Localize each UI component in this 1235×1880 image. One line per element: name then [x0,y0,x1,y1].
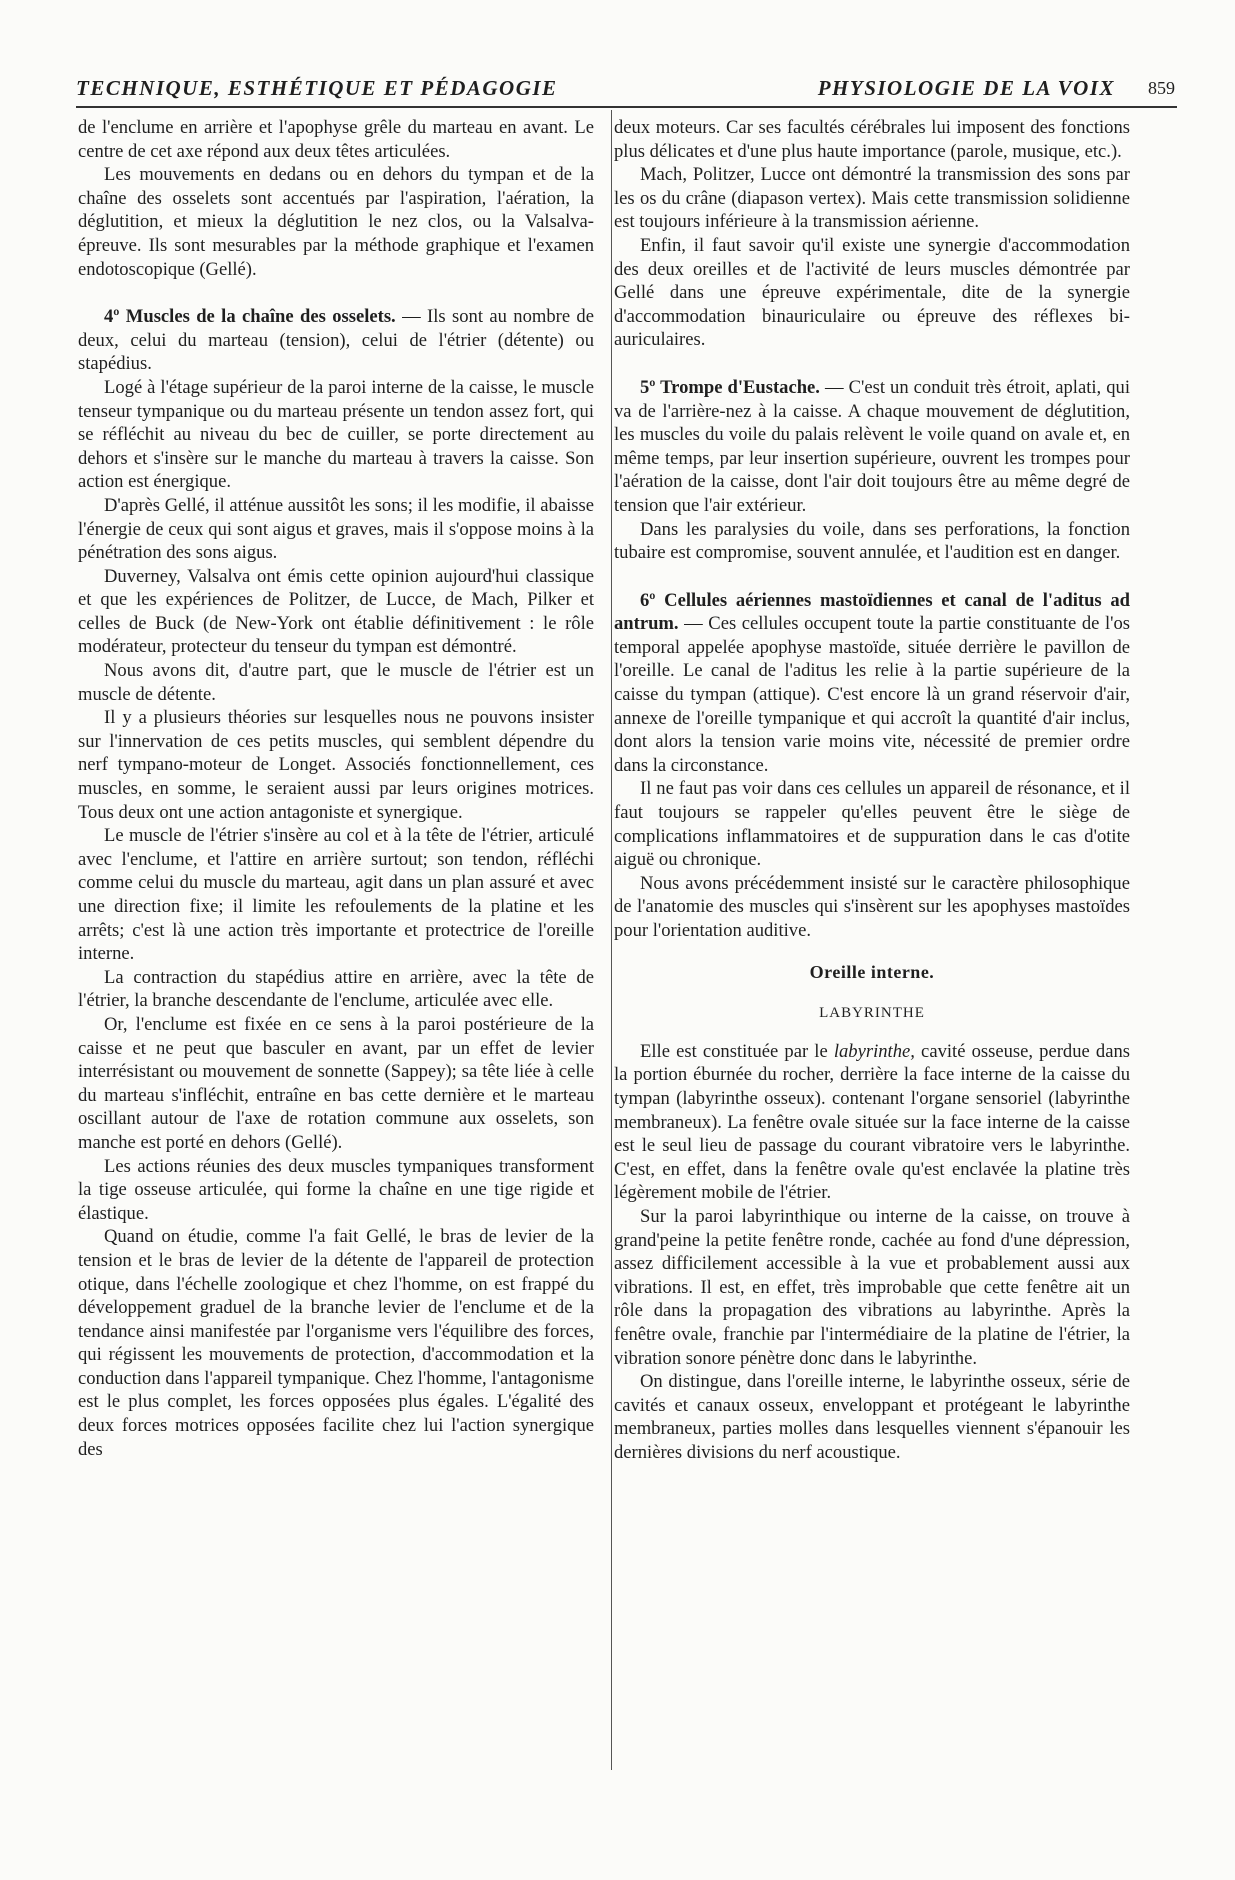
paragraph: Nous avons dit, d'autre part, que le muscle de l'étrier est un muscle de détente. [78,660,594,705]
text-run: Elle est constituée par le [640,1040,834,1062]
paragraph [614,1040,1130,1205]
paragraph: La contraction du stapédius attire en arrière, avec la tête de l'étrier, la branche descendante de l'enclume, articulée avec elle. [78,966,594,1012]
header-left-title: TECHNIQUE, ESTHÉTIQUE ET PÉDAGOGIE [76,76,558,100]
paragraph: Il ne faut pas voir dans ces cellules un appareil de résonance, et il faut toujours se rappeler qu'elles peuvent être le siège de complications inflammatoires et de suppuration dans le cas d'otite aiguë ou chronique. [614,778,1130,871]
italic-term: labyrinthe, [833,1040,915,1062]
section-5-paragraph [614,376,1130,518]
text-run: cavité osseuse, perdue dans la portion éburnée du rocher, derrière la face interne de la caisse du tympan (labyrinthe osseux). contenant l'organe sensoriel (labyrinthe membraneux). La fenêtre ovale située sur la face interne de la caisse est le seul lieu de passage du courant vibratoire vers le labyrinthe. C'est, en effet, dans la fenêtre ovale qu'est enclavée la platine très légèrement mobile de l'étrier. [614,1040,1130,1204]
paragraph: Il y a plusieurs théories sur lesquelles nous ne pouvons insister sur l'innervation de ces petits muscles, qui semblent dépendre du nerf tympano-moteur de Longet. Associés fonctionnellement, ces muscles, en somme, le seraient aussi par leurs origines motrices. Tous deux ont une action antagoniste et synergique. [78,707,594,823]
right-column [614,116,1130,1464]
paragraph: Quand on étudie, comme l'a fait Gellé, le bras de levier de la tension et le bras de levier de la détente de l'appareil de protection otique, dans l'échelle zoologique et chez l'homme, on est frappé du développement graduel de la branche levier de l'enclume et de la tendance ainsi manifestée par l'organisme vers l'équilibre des forces, qui régissent les mouvements de protection, d'accommodation et la conduction dans l'appareil tympanique. Chez l'homme, l'antagonisme est le plus complet, les forces opposées plus égales. L'égalité des deux forces motrices opposées facilite chez lui l'action synergique des [78,1226,594,1460]
paragraph: On distingue, dans l'oreille interne, le labyrinthe osseux, série de cavités et canaux osseux, enveloppant et protégeant le labyrinthe membraneux, parties molles dans lesquelles viennent s'épanouir les dernières divisions du nerf acoustique. [614,1371,1130,1463]
section-title-inner-ear: Oreille interne. [809,961,935,982]
section-4-text: — Ils sont au nombre de deux, celui du marteau (tension), celui de l'étrier (détente) ou stapédius. [78,306,594,375]
paragraph: Les mouvements en dedans ou en dehors du tympan et de la chaîne des osselets sont accentués par l'aspiration, l'aération, la déglutition, et mieux la déglutition le nez clos, ou la Valsalva-épreuve. Ils sont mesurables par la méthode graphique et l'examen endotoscopique (Gellé). [78,164,594,280]
running-header [76,76,1175,106]
section-4-heading: 4º Muscles de la chaîne des osselets. [104,306,396,328]
paragraph: Or, l'enclume est fixée en ce sens à la paroi postérieure de la caisse et ne peut que basculer en avant, par un effet de levier interrésistant ou mouvement de sonnette (Sappey); sa tête liée à celle du marteau s'infléchit, entraîne en bas cette dernière et le marteau oscillant autour de l'axe de rotation commune aux osselets, son manche est porté en dehors (Gellé). [78,1013,594,1153]
section-6-text: — Ces cellules occupent toute la partie constituante de l'os temporal appelée apophyse mastoïde, située derrière le pavillon de l'oreille. Le canal de l'aditus les relie à la partie supérieure de la caisse du tympan (attique). C'est encore là un grand réservoir d'air, annexe de l'oreille tympanique et qui accroît la quantité d'air inclus, dont alors la tension varie moins vite, nécessité de premier ordre dans la circonstance. [614,613,1130,776]
section-4-paragraph [78,305,594,376]
section-5-text: — C'est un conduit très étroit, aplati, qui va de l'arrière-nez à la caisse. A chaque mouvement de déglutition, les muscles du voile du palais relèvent le voile quand on avale et, en même temps, par leur insertion supérieure, ouvrent les trompes pour l'aération de la caisse, dont l'air doit toujours être au même degré de tension que l'air extérieur. [614,376,1130,516]
section-6-paragraph [614,589,1130,778]
paragraph: Mach, Politzer, Lucce ont démontré la transmission des sons par les os du crâne (diapason vertex). Mais cette transmission solidienne est toujours inférieure à la transmission aérienne. [614,164,1130,233]
paragraph: Duverney, Valsalva ont émis cette opinion aujourd'hui classique et que les expériences de Politzer, de Lucce, de Mach, Pilker et celles de Buck (de New-York ont établie définitivement : le rôle modérateur, protecteur du tenseur du tympan est démontré. [78,565,594,658]
subsection-title-labyrinth: LABYRINTHE [819,1005,925,1022]
paragraph: deux moteurs. Car ses facultés cérébrales lui imposent des fonctions plus délicates et d'une plus haute importance (parole, musique, etc.). [614,117,1130,162]
paragraph: D'après Gellé, il atténue aussitôt les sons; il les modifie, il abaisse l'énergie de ceux qui sont aigus et graves, mais il s'oppose moins à la pénétration des sons aigus. [78,494,594,564]
page-number: 859 [1148,78,1175,98]
paragraph: Enfin, il faut savoir qu'il existe une synergie d'accommodation des deux oreilles et de l'activité de leurs muscles démontrée par Gellé dans une épreuve expérimentale, dite de la synergie d'accommodation binauriculaire ou épreuve des réflexes bi-auriculaires. [614,234,1130,351]
paragraph: Logé à l'étage supérieur de la paroi interne de la caisse, le muscle tenseur tympanique ou du marteau présente un tendon assez fort, qui se réfléchit au niveau du bec de cuiller, se porte directement au dehors et s'insère sur le manche du marteau à travers la caisse. Son action est énergique. [78,376,594,493]
header-rule [76,106,1177,108]
section-5-heading: 5º Trompe d'Eustache. [640,376,820,398]
header-right-title: PHYSIOLOGIE DE LA VOIX [817,76,1115,100]
paragraph: Le muscle de l'étrier s'insère au col et à la tête de l'étrier, articulé avec l'enclume, et l'attire en arrière surtout; son tendon, réfléchi comme celui du muscle du marteau, agit dans un plan assuré et avec une direction fixe; il limite les refoulements de la platine et les arrêts; c'est là une action très importante et protectrice de l'oreille interne. [78,825,594,965]
paragraph: Dans les paralysies du voile, dans ses perforations, la fonction tubaire est compromise, souvent annulée, et l'audition est en danger. [614,518,1130,564]
paragraph: Les actions réunies des deux muscles tympaniques transforment la tige osseuse articulée, qui forme la chaîne en une tige rigide et élastique. [78,1155,594,1224]
paragraph: Sur la paroi labyrinthique ou interne de la caisse, on trouve à grand'peine la petite fenêtre ronde, cachée au fond d'une dépression, assez difficilement accessible à la vue et probablement aussi aux vibrations. Il est, en effet, très improbable que cette fenêtre ait un rôle dans la propagation des vibrations au labyrinthe. Après la fenêtre ovale, franchie par l'intermédiaire de la platine de l'étrier, la vibration sonore pénètre donc dans le labyrinthe. [614,1205,1130,1369]
paragraph: de l'enclume en arrière et l'apophyse grêle du marteau en avant. Le centre de cet axe répond aux deux têtes articulées. [78,117,594,162]
left-column [78,116,594,1461]
column-divider [611,110,612,1770]
paragraph: Nous avons précédemment insisté sur le caractère philosophique de l'anatomie des muscles qui s'insèrent sur les apophyses mastoïdes pour l'orientation auditive. [614,872,1130,941]
section-6-heading: 6º Cellules aériennes mastoïdiennes et canal de l'aditus ad antrum. [614,589,1130,635]
